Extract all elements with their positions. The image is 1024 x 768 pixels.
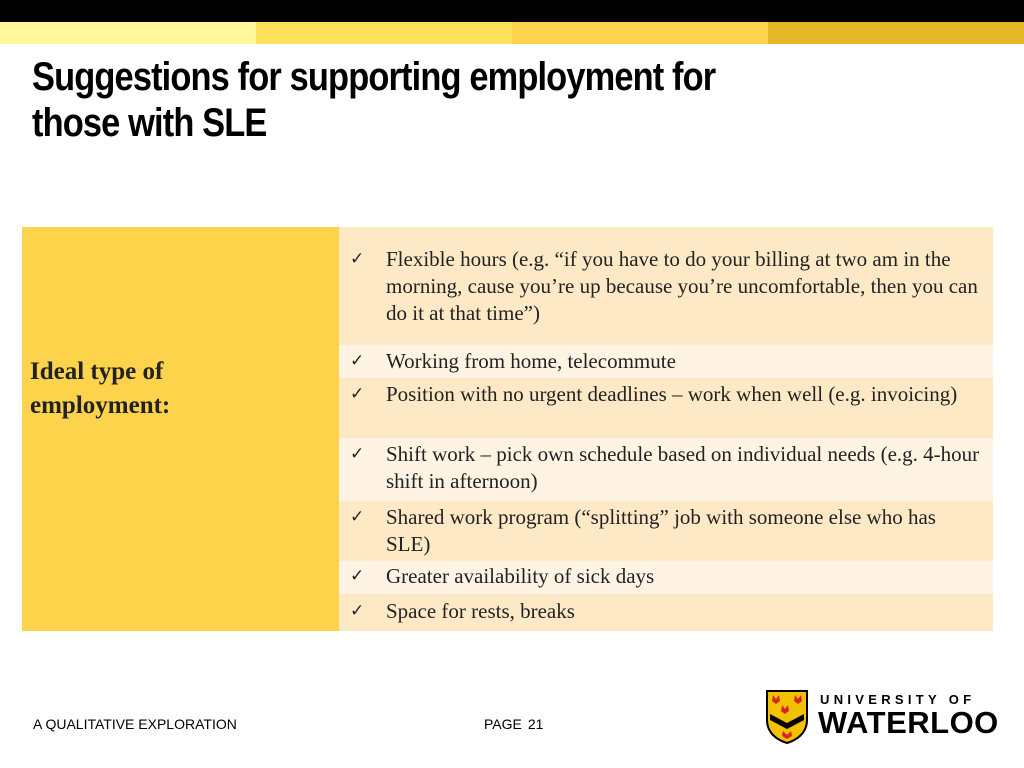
list-item <box>339 378 993 438</box>
checkmark-icon: ✓ <box>350 384 365 404</box>
header-stripe <box>256 22 512 44</box>
checkmark-icon: ✓ <box>350 601 365 621</box>
footer-title: A QUALITATIVE EXPLORATION <box>33 716 237 732</box>
list-item <box>339 594 993 631</box>
top-black-bar <box>0 0 1024 22</box>
list-item-text: Working from home, telecommute <box>386 349 676 373</box>
list-item <box>339 227 993 345</box>
ideal-employment-label: Ideal type of employment: <box>30 358 171 419</box>
checkmark-icon: ✓ <box>350 566 365 586</box>
logo-text-university: UNIVERSITY OF <box>820 692 976 707</box>
list-item <box>339 561 993 594</box>
checkmark-icon: ✓ <box>350 351 365 371</box>
list-item-text: Greater availability of sick days <box>386 564 655 588</box>
list-item-text: Flexible hours (e.g. “if you have to do your billing at two am in the morning, cause you’re up because you’re uncomfortable, then you can do it at that time”) <box>386 247 978 325</box>
list-item-text: Position with no urgent deadlines – work when well (e.g. invoicing) <box>386 382 958 406</box>
checkmark-icon: ✓ <box>350 507 365 527</box>
list-item-text: Shift work – pick own schedule based on individual needs (e.g. 4-hour shift in afternoon) <box>386 442 980 493</box>
page-number <box>484 716 543 732</box>
checkmark-icon: ✓ <box>350 444 365 464</box>
checkmark-icon: ✓ <box>350 249 365 269</box>
list-item-text: Shared work program (“splitting” job with someone else who has SLE) <box>386 505 936 556</box>
logo-text-waterloo: WATERLOO <box>818 705 999 740</box>
list-item <box>339 501 993 561</box>
university-shield-icon <box>766 690 808 744</box>
slide-title: Suggestions for supporting employment for those with SLE <box>32 55 716 145</box>
university-logo <box>766 690 999 746</box>
page-label: PAGE <box>484 716 522 732</box>
header-stripe <box>512 22 768 44</box>
header-stripe <box>0 22 256 44</box>
list-item <box>339 438 993 501</box>
employment-table <box>22 227 993 631</box>
header-stripe <box>768 22 1024 44</box>
page-number-value: 21 <box>527 716 544 732</box>
list-item <box>339 345 993 378</box>
label-cell <box>22 227 339 631</box>
list-item-text: Space for rests, breaks <box>386 599 575 623</box>
